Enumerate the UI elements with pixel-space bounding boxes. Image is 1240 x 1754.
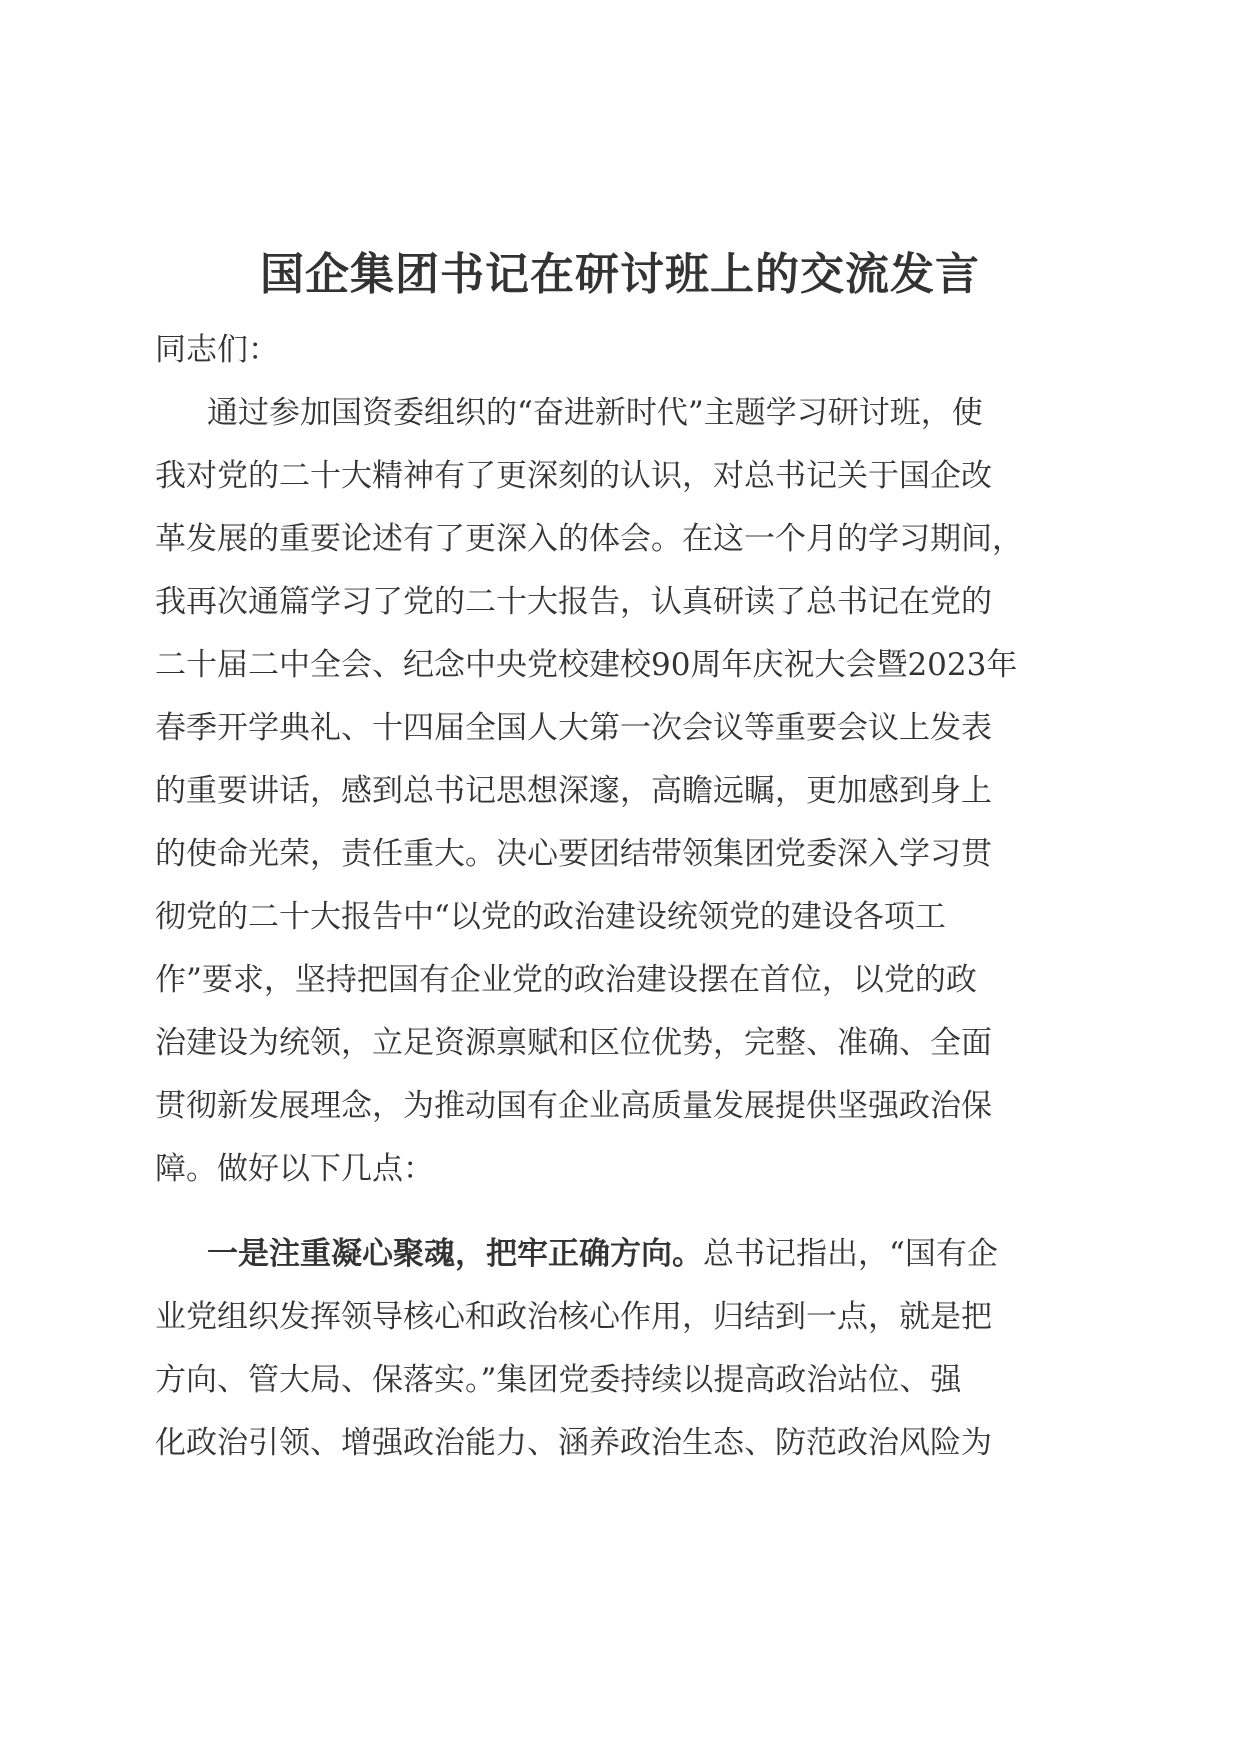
paragraph-line: 障。做好以下几点： — [155, 1151, 434, 1187]
paragraph-line: 革发展的重要论述有了更深入的体会。在这一个月的学习期间， — [155, 521, 1023, 557]
paragraph-line: 的使命光荣，责任重大。决心要团结带领集团党委深入学习贯 — [155, 836, 992, 872]
paragraph-line: 彻党的二十大报告中“以党的政治建设统领党的建设各项工 — [155, 899, 946, 935]
paragraph-line: 作”要求，坚持把国有企业党的政治建设摆在首位，以党的政 — [155, 962, 977, 998]
paragraph-line: 治建设为统领，立足资源禀赋和区位优势，完整、准确、全面 — [155, 1025, 992, 1061]
document-title: 国企集团书记在研讨班上的交流发言 — [260, 249, 980, 300]
section-heading: 一是注重凝心聚魂，把牢正确方向。 — [207, 1236, 703, 1272]
paragraph-line: 通过参加国资委组织的“奋进新时代”主题学习研讨班，使 — [207, 395, 983, 431]
salutation: 同志们： — [155, 332, 279, 368]
paragraph-line: 二十届二中全会、纪念中央党校建校90周年庆祝大会暨2023年 — [155, 647, 1018, 683]
paragraph-line: 贯彻新发展理念，为推动国有企业高质量发展提供坚强政治保 — [155, 1088, 992, 1124]
paragraph-line: 春季开学典礼、十四届全国人大第一次会议等重要会议上发表 — [155, 710, 992, 746]
paragraph-text: 总书记指出，“国有企 — [703, 1236, 998, 1272]
paragraph-line: 我再次通篇学习了党的二十大报告，认真研读了总书记在党的 — [155, 584, 992, 620]
paragraph-line: 化政治引领、增强政治能力、涵养政治生态、防范政治风险为 — [155, 1425, 992, 1461]
paragraph-first-line — [207, 1234, 998, 1274]
paragraph-line: 方向、管大局、保落实。”集团党委持续以提高政治站位、强 — [155, 1362, 962, 1398]
paragraph-line: 我对党的二十大精神有了更深刻的认识，对总书记关于国企改 — [155, 458, 992, 494]
paragraph-line: 业党组织发挥领导核心和政治核心作用，归结到一点，就是把 — [155, 1299, 992, 1335]
paragraph-line: 的重要讲话，感到总书记思想深邃，高瞻远瞩，更加感到身上 — [155, 773, 992, 809]
